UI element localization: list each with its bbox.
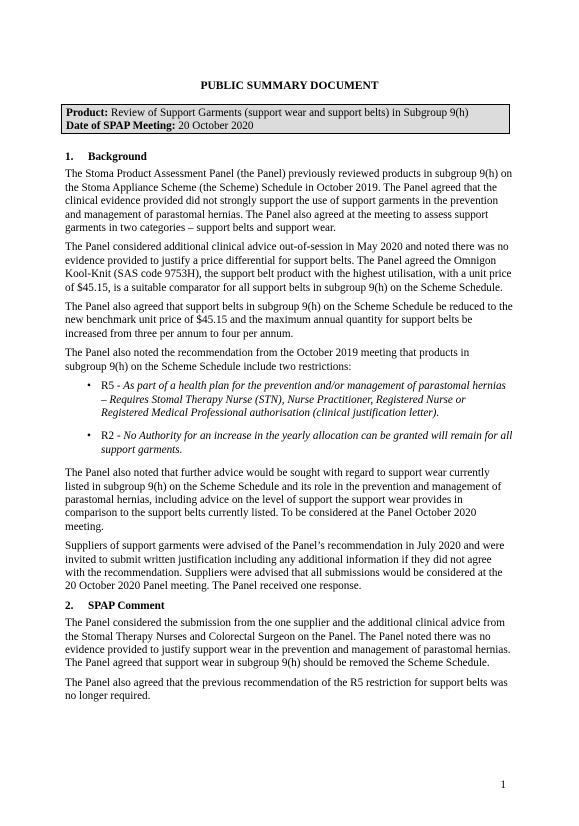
document-body bbox=[65, 151, 513, 710]
paragraph: The Stoma Product Assessment Panel (the Panel) previously reviewed products in subgroup 9(h) on the Stoma Appliance Scheme (the Scheme) Schedule in October 2019. The Panel agreed that the clinical evidence provided did not strongly support the use of support garments in the prevention and management of parastomal hernias. The Panel also agreed at the meeting to assess support garments in two categories – support belts and support wear. bbox=[65, 168, 513, 235]
bullet-icon: • bbox=[87, 430, 91, 443]
restriction-text: - As part of a health plan for the prevention and/or management of parastomal hernias – Requires Stomal Therapy Nurse (STN), Nurse Practitioner, Registered Nurse or Registered Medical Professional authorisation (clinical justification letter). bbox=[101, 380, 506, 419]
section-number: 2. bbox=[65, 599, 74, 612]
paragraph: The Panel also agreed that the previous recommendation of the R5 restriction for support belts was no longer required. bbox=[65, 676, 508, 703]
paragraph: The Panel also agreed that support belts in subgroup 9(h) on the Scheme Schedule be reduced to the new benchmark unit price of $45.15 and the maximum annual quantity for support belts be increased from three per annum to four per annum. bbox=[65, 301, 513, 340]
restriction-code: R2 bbox=[101, 430, 115, 443]
paragraph: The Panel also noted the recommendation from the October 2019 meeting that products in subgroup 9(h) on the Scheme Schedule include two restrictions: bbox=[65, 347, 470, 373]
paragraph: The Panel considered additional clinical advice out-of-session in May 2020 and noted there was no evidence provided to justify a price differential for support belts. The Panel agreed the Omnigon Kool-Knit (SAS code 9753H), the support belt product with the highest utilisation, with a unit price of $45.15, is a suitable comparator for all support belts in subgroup 9(h) on the Scheme Schedule. bbox=[65, 241, 512, 294]
section-heading bbox=[65, 151, 513, 164]
restriction-text: - No Authority for an increase in the yearly allocation can be granted will remain for all support garments. bbox=[101, 430, 513, 456]
restriction-list bbox=[65, 380, 513, 457]
restriction-code: R5 bbox=[101, 380, 115, 393]
page-number: 1 bbox=[500, 779, 506, 791]
bullet-icon: • bbox=[87, 380, 91, 393]
meeting-date-label: Date of SPAP Meeting: bbox=[66, 120, 176, 132]
section-heading bbox=[65, 600, 513, 613]
product-label: Product: bbox=[66, 107, 109, 119]
product-info-box bbox=[61, 104, 510, 134]
list-item bbox=[65, 430, 513, 457]
list-item bbox=[65, 380, 513, 420]
paragraph: The Panel considered the submission from the one supplier and the additional clinical advice from the Stomal Therapy Nurses and Colorectal Surgeon on the Panel. The Panel noted there was no evidence provided to justify support wear in the prevention and management of parastomal hernias. The Panel agreed that support wear in subgroup 9(h) should be removed the Scheme Schedule. bbox=[65, 617, 511, 670]
meeting-date-line bbox=[66, 120, 505, 133]
paragraph: Suppliers of support garments were advised of the Panel’s recommendation in July 2020 and were invited to submit written justification including any additional information if they did not agree with the recommendation. Suppliers were advised that all submissions would be considered at the 20 October 2020 Panel meeting. The Panel received one response. bbox=[65, 540, 505, 593]
paragraph: The Panel also noted that further advice would be sought with regard to support wear currently listed in subgroup 9(h) on the Scheme Schedule and its role in the prevention and management of parastomal hernias, including advice on the level of support the support wear provides in comparison to the support belts currently listed. To be considered at the Panel October 2020 meeting. bbox=[65, 467, 502, 533]
section-title: Background bbox=[88, 151, 147, 163]
page-title: PUBLIC SUMMARY DOCUMENT bbox=[200, 80, 379, 92]
product-line bbox=[66, 107, 505, 120]
section-number: 1. bbox=[65, 151, 74, 163]
meeting-date-value: 20 October 2020 bbox=[178, 120, 254, 132]
product-value: Review of Support Garments (support wear and support belts) in Subgroup 9(h) bbox=[110, 107, 469, 119]
section-title: SPAP Comment bbox=[88, 599, 165, 612]
